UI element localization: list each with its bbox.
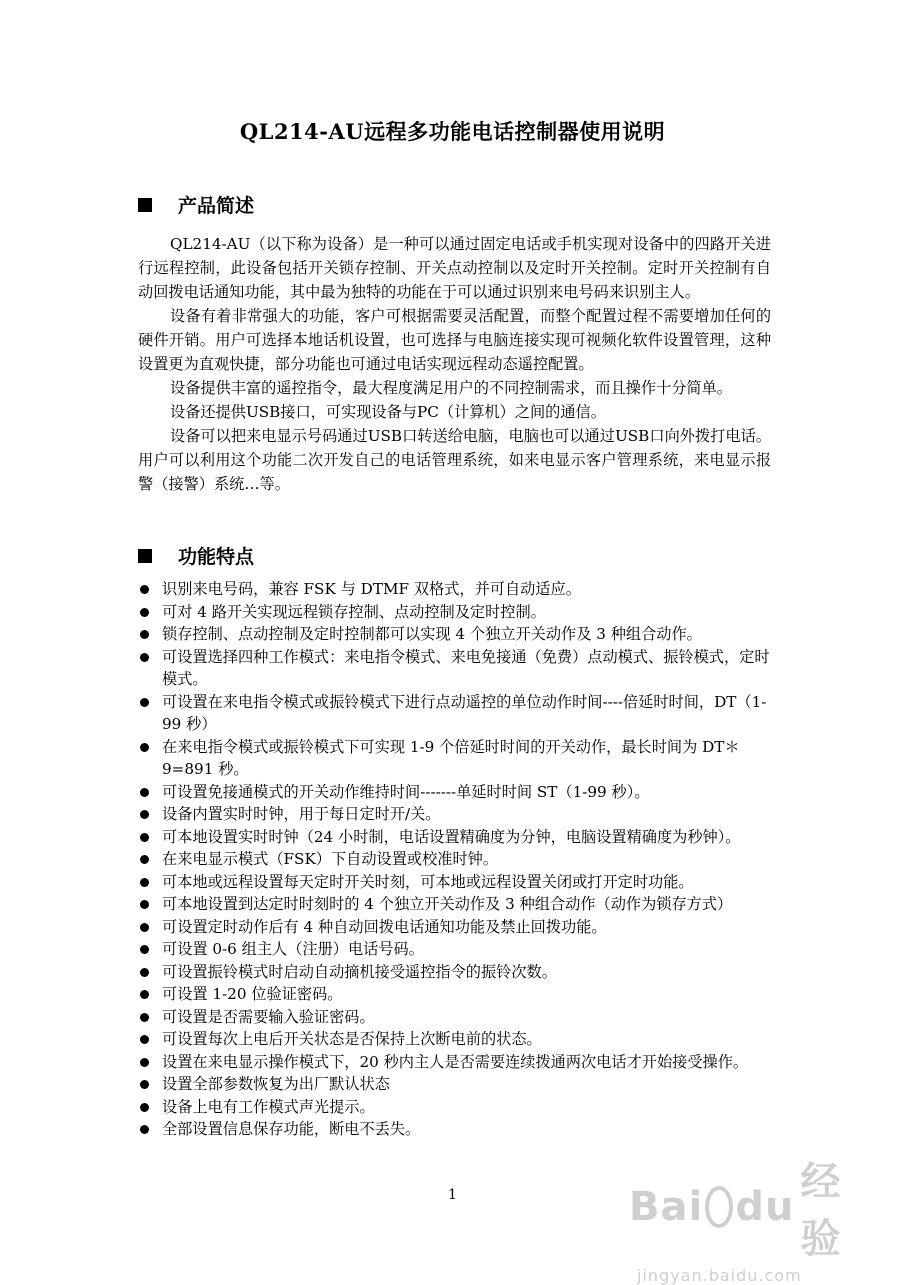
feature-text: 可设置每次上电后开关状态是否保持上次断电前的状态。 [162, 1030, 542, 1048]
feature-text: 可设置免接通模式的开关动作维持时间-------单延时时间 ST（1-99 秒）。 [162, 782, 650, 801]
feature-text: 设备内置实时时钟，用于每日定时开/关。 [162, 805, 441, 823]
bullet-icon [140, 878, 149, 887]
bullet-icon [140, 833, 149, 842]
list-item [138, 1051, 778, 1074]
square-bullet-icon [138, 549, 152, 563]
bullet-icon [140, 698, 149, 707]
list-item [138, 871, 778, 894]
feature-text: 可设置 0-6 组主人（注册）电话号码。 [162, 940, 424, 958]
intro-paragraph: QL214-AU（以下称为设备）是一种可以通过固定电话或手机实现对设备中的四路开关进行远程控制，此设备包括开关锁存控制、开关点动控制以及定时开关控制。定时开关控制有自动回拨电话通知功能，其中最为独特的功能在于可以通过识别来电号码来识别主人。 [138, 235, 771, 301]
list-item [138, 893, 778, 916]
feature-text: 可设置振铃模式时启动自动摘机接受遥控指令的振铃次数。 [162, 962, 557, 981]
list-item [138, 1073, 778, 1096]
bullet-icon [140, 1080, 149, 1089]
intro-paragraph: 设备还提供USB接口，可实现设备与PC（计算机）之间的通信。 [170, 403, 606, 421]
bullet-icon [140, 900, 149, 909]
feature-text: 锁存控制、点动控制及定时控制都可以实现 4 个独立开关动作及 3 种组合动作。 [162, 625, 702, 643]
feature-text: 可设置 1-20 位验证密码。 [162, 985, 343, 1003]
list-item [138, 1118, 778, 1141]
feature-text: 可本地设置实时时钟（24 小时制，电话设置精确度为分钟，电脑设置精确度为秒钟）。 [162, 827, 741, 846]
bullet-icon [140, 855, 149, 864]
intro-text [138, 232, 771, 496]
feature-text: 全部设置信息保存功能，断电不丢失。 [162, 1120, 421, 1138]
bullet-icon [140, 923, 149, 932]
list-item [138, 601, 778, 624]
section-heading-text: 产品简述 [178, 195, 255, 217]
bullet-icon [140, 788, 149, 797]
bullet-icon [140, 743, 149, 752]
bullet-icon [140, 1013, 149, 1022]
watermark-logo-text: Bai [629, 1184, 704, 1230]
list-item [138, 916, 778, 939]
bullet-icon [140, 945, 149, 954]
feature-text: 设置在来电显示操作模式下，20 秒内主人是否需要连续拨通两次电话才开始接受操作。 [162, 1052, 749, 1071]
document-title: QL214-AU远程多功能电话控制器使用说明 [239, 119, 666, 144]
section-heading-features [138, 542, 254, 569]
bullet-icon [140, 585, 149, 594]
bullet-icon [140, 653, 149, 662]
paw-icon [705, 1186, 733, 1228]
watermark-url: jingyan.baidu.com [637, 1266, 802, 1285]
bullet-icon [140, 1125, 149, 1134]
square-bullet-icon [138, 198, 152, 212]
bullet-icon [140, 630, 149, 639]
bullet-icon [140, 810, 149, 819]
watermark-logo-cn: 经验 [800, 1159, 842, 1262]
list-item [138, 781, 778, 804]
feature-text: 可对 4 路开关实现远程锁存控制、点动控制及定时控制。 [162, 602, 546, 621]
bullet-icon [140, 968, 149, 977]
list-item [138, 736, 778, 781]
list-item [138, 646, 778, 691]
feature-text: 在来电显示模式（FSK）下自动设置或校准时钟。 [162, 850, 499, 868]
list-item [138, 826, 778, 849]
list-item [138, 1096, 778, 1119]
bullet-icon [140, 1058, 149, 1067]
feature-text: 可设置在来电指令模式或振铃模式下进行点动遥控的单位动作时间----倍延时时间，DT（1-99 秒） [162, 692, 767, 733]
feature-text: 可本地设置到达定时时刻时的 4 个独立开关动作及 3 种组合动作（动作为锁存方式） [162, 895, 733, 913]
intro-paragraph: 设备可以把来电显示号码通过USB口转送给电脑，电脑也可以通过USB口向外拨打电话。用户可以利用这个功能二次开发自己的电话管理系统，如来电显示客户管理系统，来电显示报警（接警）系统…等。 [138, 427, 771, 493]
list-item [138, 983, 778, 1006]
feature-text: 可本地或远程设置每天定时开关时刻，可本地或远程设置关闭或打开定时功能。 [162, 872, 694, 891]
list-item [138, 961, 778, 984]
list-item [138, 578, 778, 601]
list-item [138, 623, 778, 646]
intro-paragraph: 设备有着非常强大的功能，客户可根据需要灵活配置，而整个配置过程不需要增加任何的硬件开销。用户可选择本地话机设置，也可选择与电脑连接实现可视频化软件设置管理，这种设置更为直观快捷，部分功能也可通过电话实现远程动态遥控配置。 [138, 307, 771, 373]
feature-list [138, 578, 778, 1141]
list-item [138, 803, 778, 826]
list-item [138, 848, 778, 871]
feature-text: 在来电指令模式或振铃模式下可实现 1-9 个倍延时时间的开关动作，最长时间为 DT＊9=891 秒。 [162, 737, 740, 778]
bullet-icon [140, 990, 149, 999]
bullet-icon [140, 1103, 149, 1112]
list-item [138, 1028, 778, 1051]
feature-text: 可设置选择四种工作模式：来电指令模式、来电免接通（免费）点动模式、振铃模式，定时模式。 [162, 647, 770, 688]
section-heading-overview [138, 191, 254, 218]
watermark-logo [629, 1150, 849, 1264]
intro-paragraph: 设备提供丰富的遥控指令，最大程度满足用户的不同控制需求，而且操作十分简单。 [170, 379, 732, 397]
list-item [138, 691, 778, 736]
feature-text: 可设置是否需要输入验证密码。 [162, 1007, 375, 1026]
list-item [138, 1006, 778, 1029]
section-heading-text: 功能特点 [178, 546, 255, 568]
watermark-logo-text: du [735, 1184, 795, 1230]
page-number: 1 [448, 1187, 457, 1203]
feature-text: 识别来电号码，兼容 FSK 与 DTMF 双格式，并可自动适应。 [162, 580, 581, 598]
baidu-jingyan-watermark [629, 1150, 849, 1285]
bullet-icon [140, 608, 149, 617]
feature-text: 可设置定时动作后有 4 种自动回拨电话通知功能及禁止回拨功能。 [162, 917, 607, 936]
list-item [138, 938, 778, 961]
feature-text: 设备上电有工作模式声光提示。 [162, 1097, 375, 1116]
feature-text: 设置全部参数恢复为出厂默认状态 [162, 1075, 390, 1093]
bullet-icon [140, 1035, 149, 1044]
